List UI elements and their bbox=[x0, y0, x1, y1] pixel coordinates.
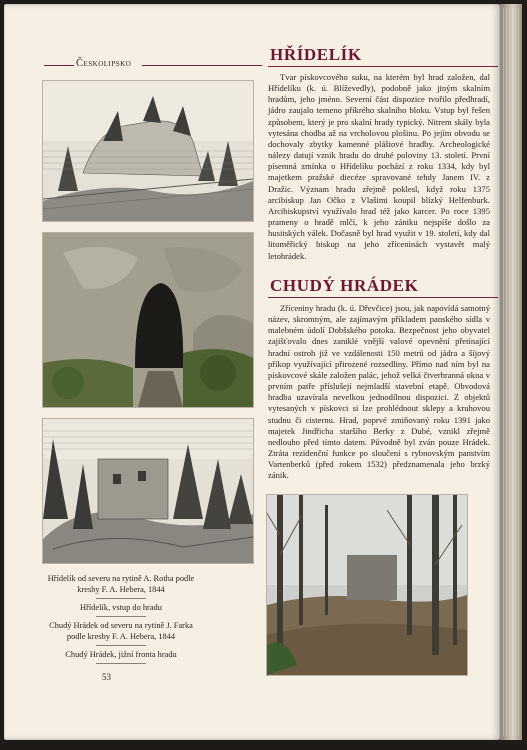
header-rule-left bbox=[44, 65, 74, 66]
section-title-chudy-hradek: CHUDÝ HRÁDEK bbox=[270, 276, 419, 295]
caption-chudy-hradek-south: Chudý Hrádek, jižní fronta hradu bbox=[65, 650, 177, 659]
paragraph-chudy-hradek: Zříceniny hradu (k. ú. Dřevčice) jsou, jak napovídá samotný název, skromným, ale zajímavým příkladem panského sídla v malebném údolí Dobšského potoka. Bezpečnost jeho obyvatel zajišťovalo dnes zaniklé vnější valové opevnění přetínající hradní ostroh již ve vzdálenosti 150 metrů od jádra a šíjový příkop využívající přirozené rozsedliny. Přímo nad ním byl na pískovcové skále založen palác, jehož velká čtverhranná okna v prvním patře příslušejí nejmladší stavební etapě. Obvodová hradba uzavírala nevelkou jednodílnou dispozici. Z objektů vytesaných v pískovci si lze prohlédnout sklepy a kruhovou studnu či cisternu. Hrad, poprvé zmiňovaný roku 1391 jako majetek Jindřicha staršího Berky z Dubé, vznikl zřejmě nedlouho před tímto datem. Původně byl zván pouze Hrádek. Ztráta rezidenční funkce po sloučení s rybnovským panstvím Vartenberků (před rokem 1532) předznamenala jeho brzký zánik. bbox=[268, 303, 490, 481]
caption-hridelik-entrance: Hřídelík, vstup do hradu bbox=[80, 603, 162, 612]
section-title-hridelik: HŘÍDELÍK bbox=[270, 45, 362, 64]
photo-chudy-hradek-south bbox=[266, 494, 468, 676]
caption-engraving-hridelik: Hřídelík od severu na rytině A. Rotha podle kresby F. A. Hebera, 1844 bbox=[47, 574, 195, 594]
header-rule-middle bbox=[142, 65, 262, 66]
page-number: 53 bbox=[102, 672, 111, 682]
title-rule-chudy-hradek bbox=[268, 297, 498, 298]
engraving-chudy-hradek bbox=[42, 418, 254, 564]
region-label: Českolipsko bbox=[76, 58, 132, 69]
photo-hridelik-entrance bbox=[42, 232, 254, 408]
caption-engraving-chudy-hradek: Chudý Hrádek od severu na rytině J. Farka podle kresby F. A. Hebera, 1844 bbox=[49, 621, 193, 641]
paragraph-hridelik: Tvar pískovcového suku, na kterém byl hrad založen, dal Hřídelíku (k. ú. Blíževedly), podobně jako jiným skalním hradům, jeho jméno. Severní část dispozice tvořilo předhradí, jádro zaujalo temeno příkrého skalního bloku. Vstup byl řešen způsobem, který je pro skalní hrady typický. Nitrem skály byla vytesána chodba až na vrcholovou plošinu. Po jejím obvodu se dochovaly zbytky kamenné pláštové hradby. Archeologické nálezy datují vznik hradu do druhé poloviny 13. století. První písemná zmínka o Hřídelíku pochází z roku 1334, kdy byl majetkem pražské diecéze spravované tehdy Janem IV. z Dražic. Význam hradu zřejmě poklesl, když roku 1375 arcibiskup Jan Očko z Vlašimi koupil blízký Helfenburk. Arcibiskupství využívalo hrad též jako karcer. Po roce 1395 prameny o hradě mlčí, k jeho zániku nejspíše došlo za husitských válek. Dočasně byl hrad využit v 19. století, kdy dal litoměřický biskup na jeho zříceninách vystavět malý letohrádek. bbox=[268, 72, 490, 261]
title-rule-hridelik bbox=[268, 66, 498, 67]
engraving-hridelik bbox=[42, 80, 254, 222]
